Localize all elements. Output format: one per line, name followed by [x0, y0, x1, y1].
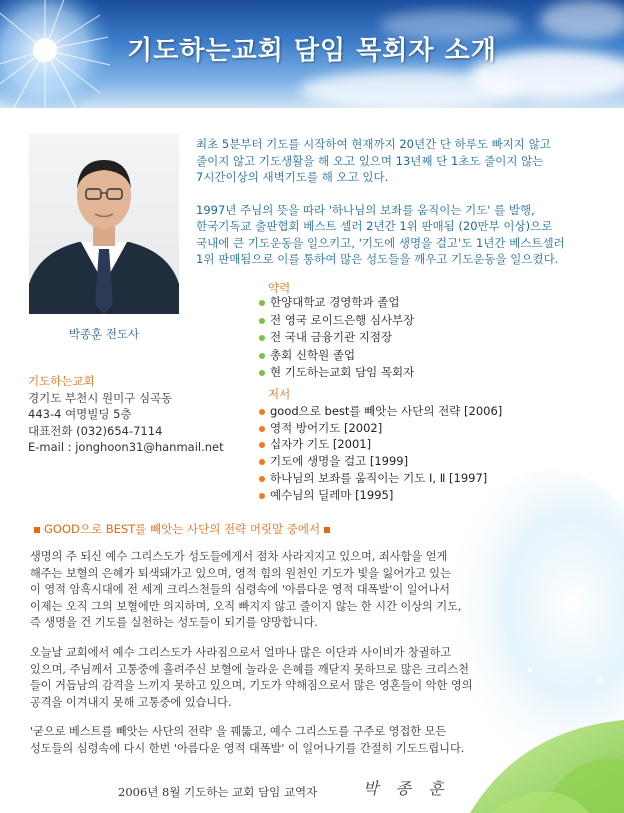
career-item: 전 국내 금융기관 지점장: [258, 329, 414, 347]
contact-block: [28, 373, 224, 456]
books-heading: 저서: [268, 387, 291, 401]
book-item: good으로 best를 빼앗는 사단의 전략 [2006]: [258, 403, 502, 420]
essay-body: [30, 549, 575, 758]
essay-heading-text: GOOD으로 BEST를 빼앗는 사단의 전략 머릿말 중에서: [44, 522, 321, 536]
page-title: 기도하는교회 담임 목회자 소개: [127, 36, 497, 66]
intro-paragraph-2: [196, 202, 616, 268]
essay-line: 있으며, 주님께서 고통중에 흘려주신 보혈에 놀라운 은혜를 깨닫지 못하므로 많은 크리스천: [30, 662, 469, 676]
book-item: 십자가 기도 [2001]: [258, 436, 502, 453]
intro-line: 1997년 주님의 뜻을 따라 '하나님의 보좌를 움직이는 기도' 를 발행,: [196, 202, 535, 217]
essay-line: 이제는 오직 그의 보혈에만 의지하며, 오직 빠지지 않고 줄이지 않는 한 시간 이상의 기도,: [30, 599, 462, 613]
intro-line: 국내에 큰 기도운동을 일으키고, '기도에 생명을 걸고'도 1년간 베스트셀러: [196, 235, 565, 250]
intro-text: [196, 136, 616, 268]
email-address: E-mail : jonghoon31@hanmail.net: [28, 440, 224, 454]
signature-line: 2006년 8월 기도하는 교회 담임 교역자: [118, 785, 318, 799]
book-item: 기도에 생명을 걸고 [1999]: [258, 453, 502, 470]
career-item: 전 영국 로이드은행 심사부장: [258, 312, 414, 330]
portrait-icon: [29, 134, 179, 314]
book-item: 하나님의 보좌를 움직이는 기도 Ⅰ, Ⅱ [1997]: [258, 470, 502, 487]
career-item: 총회 신학원 졸업: [258, 347, 414, 365]
address-line-2: 443-4 여명빌딩 5층: [28, 407, 132, 421]
essay-line: 즉 생명을 건 기도를 실천하는 성도들이 되기를 양망합니다.: [30, 616, 318, 630]
career-item: 현 기도하는교회 담임 목회자: [258, 364, 414, 382]
career-item: 한양대학교 경영학과 졸업: [258, 294, 414, 312]
essay-heading: [30, 521, 334, 537]
intro-line: 한국기독교 출판협회 베스트 셀러 2년간 1위 판매됨 (20만부 이상)으로: [196, 219, 553, 233]
essay-line: 해주는 보혈의 은혜가 퇴색돼가고 있으며, 영적 힘의 원천인 기도가 빛을 잃어가고 있는: [30, 566, 451, 580]
essay-paragraph-3: [30, 724, 575, 757]
essay-line: 들이 거듭남의 감격을 느끼지 못하고 있으며, 기도가 약해짐으로서 많은 영혼들이 악한 영의: [30, 679, 473, 693]
book-item: 영적 방어기도 [2002]: [258, 420, 502, 437]
phone-number: 대표전화 (032)654-7114: [28, 423, 163, 438]
essay-paragraph-1: [30, 549, 575, 632]
handwritten-signature: 박 종 훈: [363, 779, 450, 798]
essay-line: 성도들의 심령속에 다시 한번 '아름다운 영적 대폭발' 이 일어나기를 간절히 기도드립니다.: [30, 741, 465, 755]
essay-line: '굳으로 베스트를 빼앗는 사단의 전략' 을 꿰뚫고, 예수 그리스도를 구주로 영접한 모든: [30, 725, 447, 739]
essay-line: 오늘날 교회에서 예수 그리스도가 사라짐으로서 얼마나 많은 이단과 사이비가 창궐하고: [30, 645, 452, 659]
church-name: 기도하는교회: [28, 374, 95, 388]
square-bullet-icon: [34, 527, 40, 533]
career-heading: 약력: [268, 281, 291, 295]
intro-line: 1위 판매됨으로 이를 통하여 많은 성도들을 깨우고 기도운동을 일으켰다.: [196, 252, 559, 266]
career-list: [258, 294, 414, 382]
intro-line: 최초 5분부터 기도를 시작하여 현재까지 20년간 단 하루도 빠지지 않고: [196, 137, 551, 151]
intro-paragraph-1: [196, 136, 616, 186]
square-bullet-icon: [324, 527, 330, 533]
essay-line: 생명의 주 되신 예수 그리스도가 성도들에게서 점차 사라지지고 있으며, 죄사함을 얻게: [30, 550, 448, 563]
essay-line: 이 영적 암흑시대에 전 세계 크리스천들의 심령속에 '아름다운 영적 대폭발'이 일어나서: [30, 583, 450, 597]
pastor-name: 박종훈 전도사: [68, 327, 140, 341]
pastor-photo: [29, 134, 179, 314]
header-banner: [0, 0, 624, 108]
essay-line: 공격을 이겨내지 못해 고통중에 있습니다.: [30, 695, 232, 709]
essay-paragraph-2: [30, 645, 575, 711]
intro-line: 줄이지 않고 기도생활을 해 오고 있으며 13년째 단 1초도 줄이지 않는: [196, 153, 544, 168]
book-item: 예수님의 딜레마 [1995]: [258, 487, 502, 504]
address-line-1: 경기도 부천시 원미구 심곡동: [28, 390, 173, 405]
intro-line: 7시간이상의 새벽기도를 해 오고 있다.: [196, 170, 389, 184]
